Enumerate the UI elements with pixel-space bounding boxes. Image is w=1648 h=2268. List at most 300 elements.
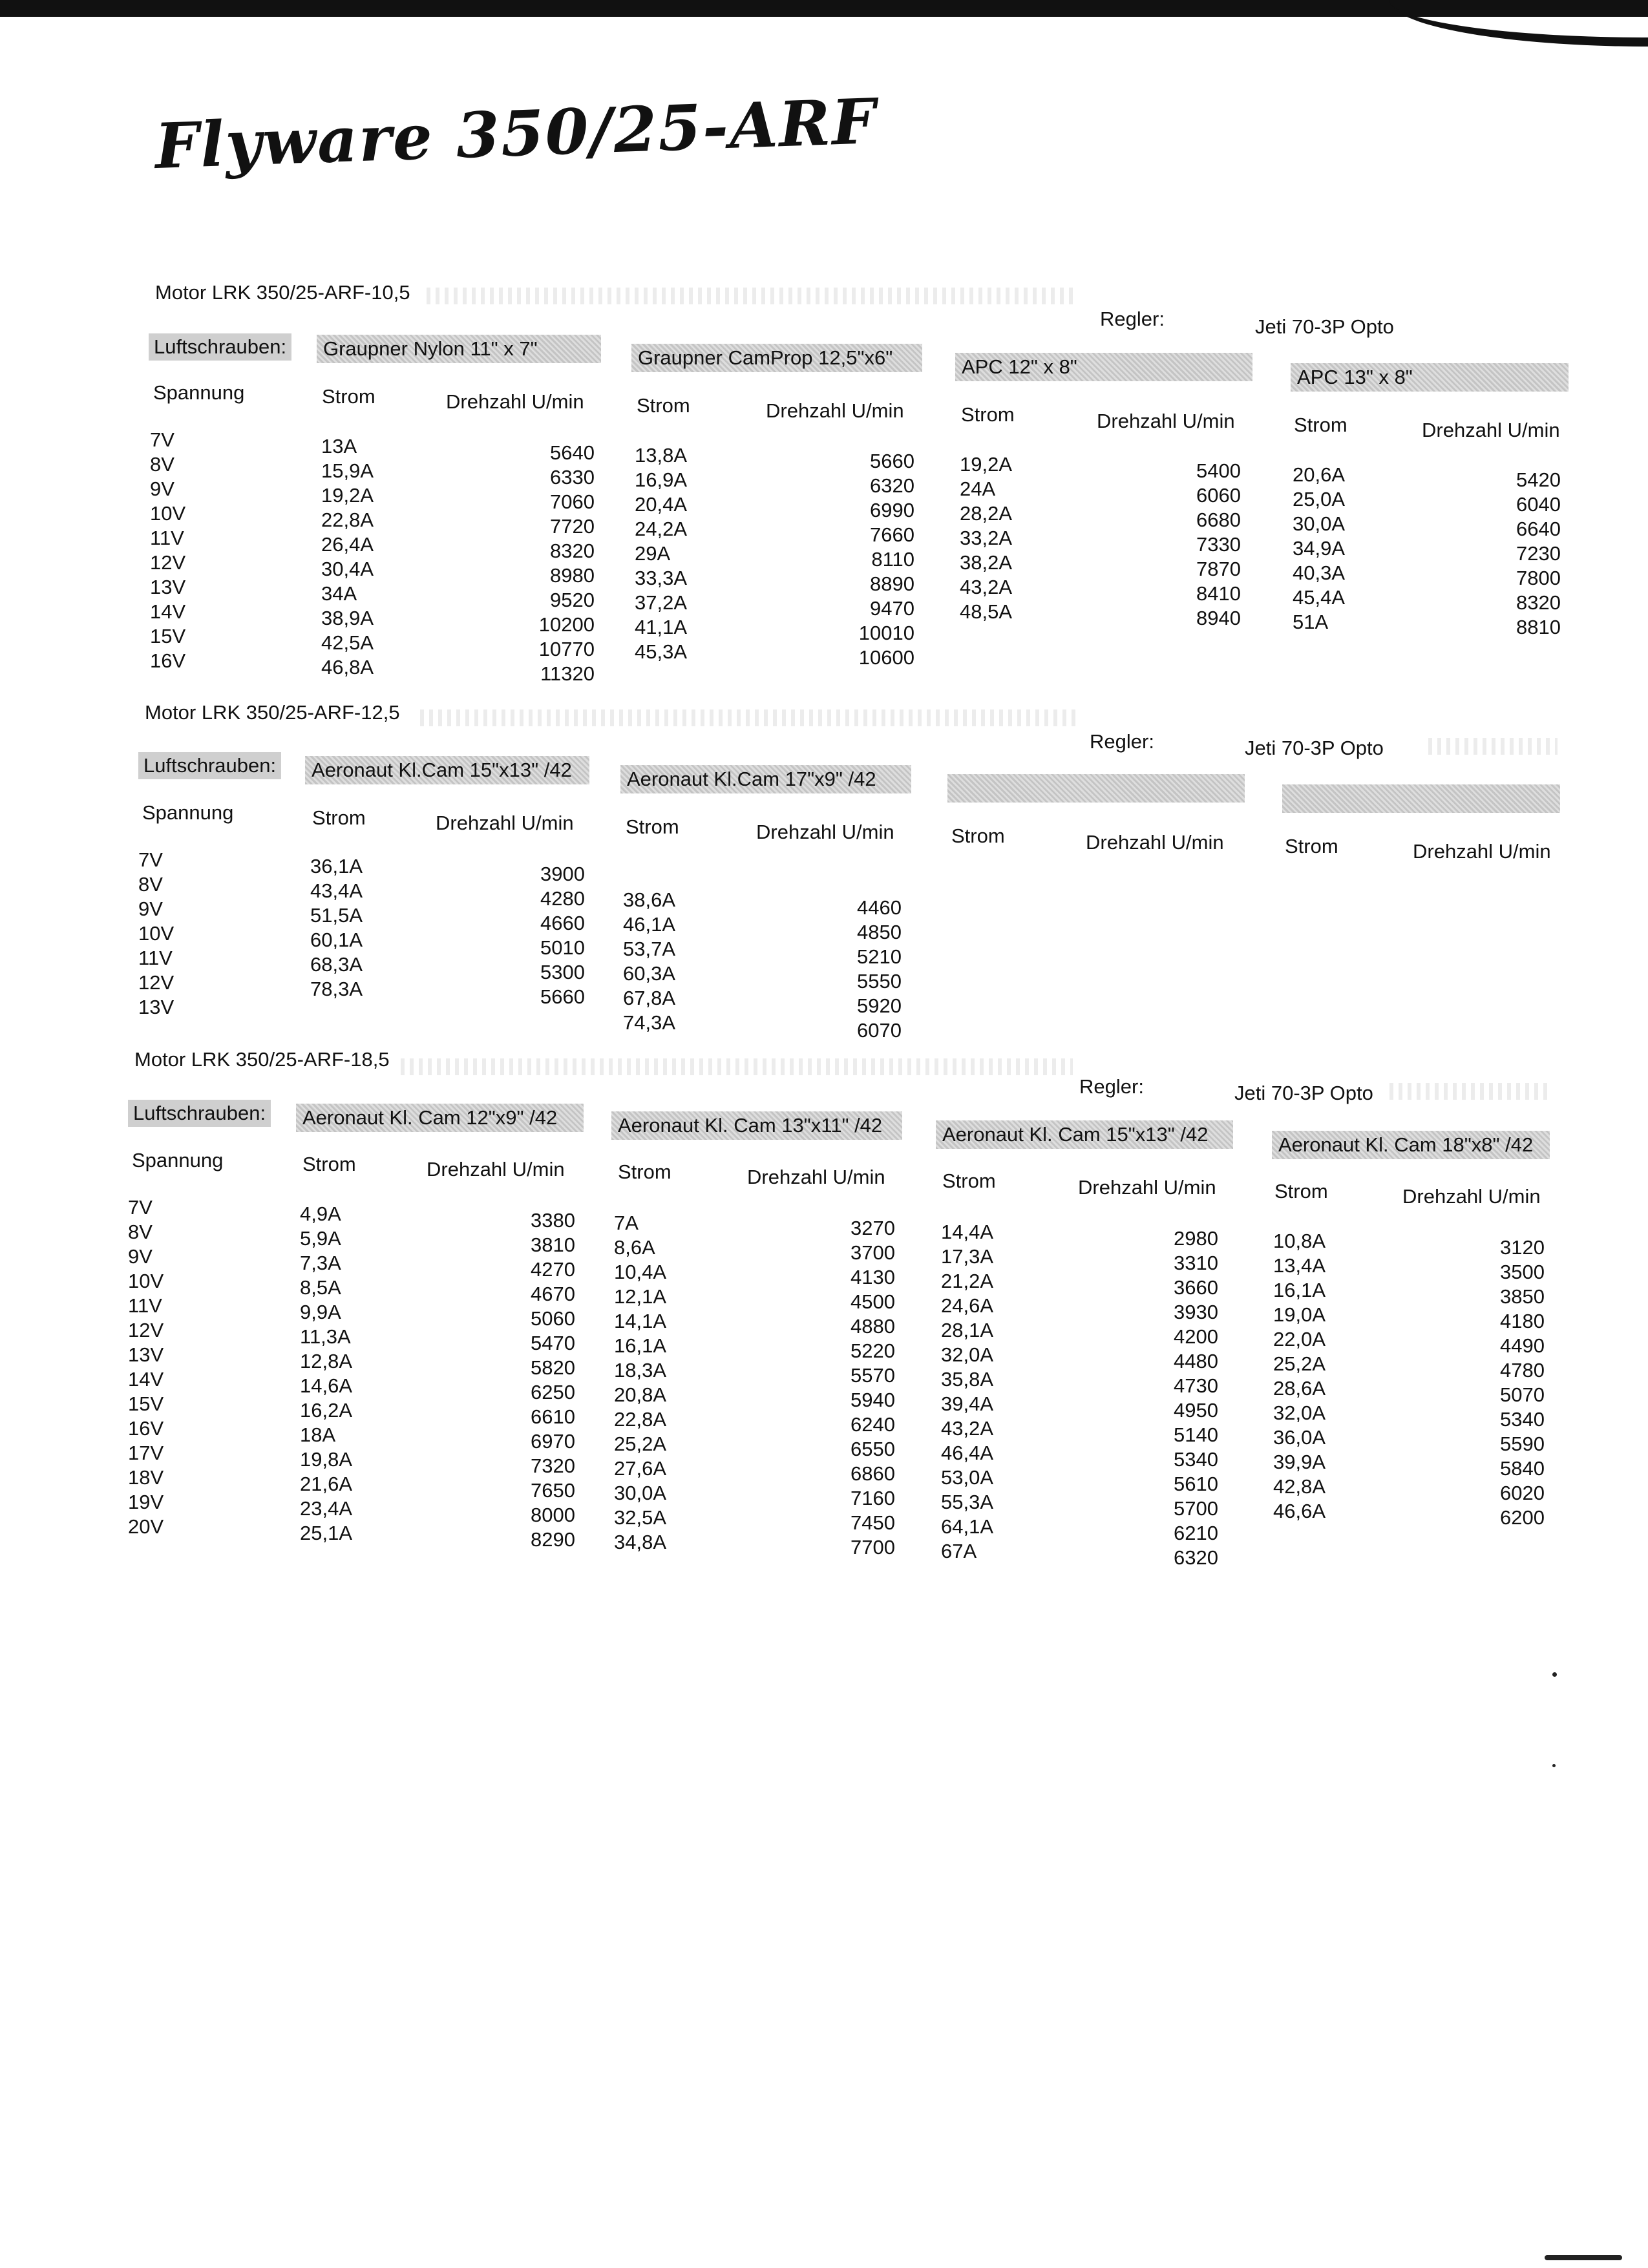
regler-value: Jeti 70-3P Opto (1234, 1082, 1373, 1104)
strom-cell: 23,4A (300, 1497, 353, 1520)
strom-cell: 28,6A (1273, 1377, 1326, 1400)
rpm-cell: 4730 (1174, 1374, 1218, 1397)
strom-cell: 34A (321, 582, 357, 605)
strom-cell: 20,8A (614, 1383, 667, 1406)
strom-cell: 41,1A (635, 616, 688, 638)
rpm-cell: 6320 (870, 474, 914, 497)
strom-column (960, 452, 1012, 624)
rpm-column (1467, 468, 1561, 640)
voltage-cell: 15V (128, 1392, 164, 1415)
strom-cell: 10,4A (614, 1261, 667, 1283)
rpm-cell: 4880 (850, 1315, 895, 1338)
strom-cell: 24A (960, 478, 996, 500)
strom-cell: 32,5A (614, 1506, 667, 1529)
voltage-header: Spannung (153, 381, 245, 404)
strom-cell: 51A (1293, 611, 1329, 633)
motor-name: Motor LRK 350/25-ARF-12,5 (145, 701, 400, 724)
strom-cell: 25,2A (1273, 1352, 1326, 1375)
propeller-header: Graupner Nylon 11" x 7" (317, 335, 601, 363)
voltage-cell: 14V (128, 1368, 164, 1391)
rpm-cell: 5070 (1500, 1383, 1545, 1406)
strom-cell: 24,2A (635, 518, 688, 540)
rpm-cell: 5700 (1174, 1497, 1218, 1520)
rpm-cell: 5010 (540, 936, 585, 959)
propeller-label: Luftschrauben: (138, 752, 281, 779)
voltage-cell: 16V (128, 1417, 164, 1440)
strom-header: Strom (1285, 835, 1338, 857)
rpm-cell: 5660 (870, 450, 914, 472)
regler-value: Jeti 70-3P Opto (1255, 315, 1394, 338)
strom-cell: 14,4A (941, 1221, 994, 1243)
voltage-column (128, 1195, 164, 1539)
rpm-column (801, 1216, 895, 1560)
voltage-cell: 18V (128, 1466, 164, 1489)
strom-cell: 24,6A (941, 1294, 994, 1317)
strom-cell: 26,4A (321, 533, 374, 556)
voltage-cell: 17V (128, 1442, 164, 1464)
rpm-cell: 6320 (1174, 1546, 1218, 1569)
strom-cell: 34,8A (614, 1531, 667, 1553)
rpm-cell: 10010 (858, 622, 914, 644)
strom-cell: 13,8A (635, 444, 688, 467)
rpm-cell: 7650 (531, 1479, 575, 1502)
strom-cell: 5,9A (300, 1227, 341, 1250)
strom-header: Strom (618, 1160, 671, 1183)
rpm-cell: 8810 (1516, 616, 1561, 638)
strom-cell: 64,1A (941, 1515, 994, 1538)
rpm-cell: 8290 (531, 1528, 575, 1551)
strom-header: Strom (951, 824, 1005, 847)
strom-cell: 46,4A (941, 1442, 994, 1464)
rpm-cell: 4460 (857, 896, 902, 919)
scan-edge-curve (1389, 0, 1648, 47)
voltage-column (138, 848, 174, 1020)
scan-noise (1428, 738, 1558, 755)
strom-column (300, 1202, 352, 1546)
rpm-cell: 5400 (1196, 459, 1241, 482)
rpm-cell: 5210 (857, 945, 902, 968)
strom-cell: 53,7A (623, 938, 676, 960)
propeller-header: APC 13" x 8" (1291, 363, 1569, 392)
strom-cell: 19,2A (960, 453, 1013, 476)
strom-cell: 10,8A (1273, 1230, 1326, 1252)
strom-cell: 7A (614, 1212, 639, 1234)
rpm-cell: 3380 (531, 1209, 575, 1232)
rpm-cell: 3850 (1500, 1285, 1545, 1308)
strom-cell: 39,9A (1273, 1451, 1326, 1473)
strom-cell: 14,6A (300, 1374, 353, 1397)
scan-speck (1552, 1764, 1556, 1767)
strom-cell: 38,2A (960, 551, 1013, 574)
strom-cell: 8,6A (614, 1236, 655, 1259)
strom-cell: 15,9A (321, 459, 374, 482)
propeller-header (947, 774, 1245, 803)
strom-cell: 32,0A (941, 1343, 994, 1366)
rpm-cell: 6330 (550, 466, 595, 488)
voltage-cell: 10V (128, 1270, 164, 1292)
strom-cell: 53,0A (941, 1466, 994, 1489)
rpm-column (481, 1208, 575, 1552)
voltage-cell: 7V (128, 1196, 153, 1219)
rpm-header: Drehzahl U/min (1422, 419, 1560, 441)
rpm-column (821, 449, 914, 670)
rpm-cell: 3810 (531, 1234, 575, 1256)
strom-cell: 45,4A (1293, 586, 1346, 609)
propeller-header: Aeronaut Kl.Cam 17"x9" /42 (620, 765, 911, 793)
voltage-cell: 8V (128, 1221, 153, 1243)
strom-cell: 45,3A (635, 640, 688, 663)
rpm-cell: 5140 (1174, 1423, 1218, 1446)
rpm-column (1125, 1226, 1218, 1570)
voltage-cell: 16V (150, 649, 186, 672)
strom-cell: 33,3A (635, 567, 688, 589)
propeller-header (1282, 784, 1560, 813)
rpm-header: Drehzahl U/min (756, 821, 894, 843)
rpm-cell: 3700 (850, 1241, 895, 1264)
rpm-cell: 5640 (550, 441, 595, 464)
strom-cell: 43,2A (941, 1417, 994, 1440)
page-title: Flyware 350/25-ARF (154, 84, 878, 183)
rpm-cell: 4780 (1500, 1359, 1545, 1381)
voltage-cell: 9V (138, 898, 163, 920)
voltage-cell: 7V (150, 428, 174, 451)
strom-cell: 40,3A (1293, 562, 1346, 584)
rpm-cell: 7450 (850, 1511, 895, 1534)
strom-column (623, 888, 675, 1035)
motor-name: Motor LRK 350/25-ARF-10,5 (155, 281, 410, 304)
rpm-cell: 4660 (540, 912, 585, 934)
voltage-cell: 15V (150, 625, 186, 647)
strom-cell: 34,9A (1293, 537, 1346, 560)
scan-noise (420, 709, 1079, 726)
rpm-cell: 5060 (531, 1307, 575, 1330)
rpm-cell: 6200 (1500, 1506, 1545, 1529)
strom-cell: 46,1A (623, 913, 676, 936)
strom-cell: 38,6A (623, 888, 676, 911)
rpm-cell: 4490 (1500, 1334, 1545, 1357)
rpm-cell: 6680 (1196, 509, 1241, 531)
rpm-cell: 7060 (550, 490, 595, 513)
rpm-cell: 7720 (550, 515, 595, 538)
rpm-cell: 10200 (538, 613, 595, 636)
strom-header: Strom (626, 815, 679, 838)
rpm-cell: 8320 (1516, 591, 1561, 614)
rpm-cell: 3900 (540, 863, 585, 885)
regler-label: Regler: (1100, 308, 1165, 330)
rpm-cell: 6020 (1500, 1482, 1545, 1504)
rpm-header: Drehzahl U/min (446, 390, 584, 413)
rpm-cell: 7330 (1196, 533, 1241, 556)
strom-cell: 33,2A (960, 527, 1013, 549)
voltage-cell: 8V (138, 873, 163, 896)
rpm-header: Drehzahl U/min (1086, 831, 1224, 854)
rpm-cell: 4950 (1174, 1399, 1218, 1422)
rpm-cell: 5590 (1500, 1433, 1545, 1455)
rpm-cell: 7320 (531, 1454, 575, 1477)
rpm-cell: 4500 (850, 1290, 895, 1313)
rpm-header: Drehzahl U/min (436, 812, 574, 834)
rpm-cell: 9470 (870, 597, 914, 620)
rpm-header: Drehzahl U/min (1078, 1176, 1216, 1199)
rpm-cell: 6060 (1196, 484, 1241, 507)
rpm-cell: 5660 (540, 985, 585, 1008)
strom-cell: 67,8A (623, 987, 676, 1009)
rpm-cell: 10770 (538, 638, 595, 660)
voltage-cell: 8V (150, 453, 174, 476)
rpm-cell: 2980 (1174, 1227, 1218, 1250)
voltage-cell: 19V (128, 1491, 164, 1513)
strom-cell: 29A (635, 542, 671, 565)
strom-cell: 16,1A (1273, 1279, 1326, 1301)
rpm-cell: 6250 (531, 1381, 575, 1403)
rpm-cell: 8940 (1196, 607, 1241, 629)
rpm-header: Drehzahl U/min (427, 1158, 565, 1181)
strom-cell: 68,3A (310, 953, 363, 976)
strom-cell: 67A (941, 1540, 977, 1562)
rpm-cell: 3660 (1174, 1276, 1218, 1299)
rpm-cell: 6610 (531, 1405, 575, 1428)
strom-column (614, 1211, 666, 1555)
rpm-header: Drehzahl U/min (1097, 410, 1235, 432)
rpm-cell: 3500 (1500, 1261, 1545, 1283)
rpm-header: Drehzahl U/min (1402, 1185, 1541, 1208)
rpm-cell: 6970 (531, 1430, 575, 1453)
strom-cell: 19,8A (300, 1448, 353, 1471)
strom-column (310, 854, 363, 1002)
strom-cell: 20,4A (635, 493, 688, 516)
strom-column (941, 1220, 993, 1564)
rpm-cell: 5340 (1174, 1448, 1218, 1471)
voltage-cell: 14V (150, 600, 186, 623)
propeller-header: Aeronaut Kl. Cam 15"x13" /42 (936, 1120, 1233, 1149)
voltage-header: Spannung (132, 1149, 224, 1171)
strom-cell: 28,2A (960, 502, 1013, 525)
strom-cell: 37,2A (635, 591, 688, 614)
strom-header: Strom (322, 385, 375, 408)
strom-column (1293, 463, 1345, 635)
strom-header: Strom (961, 403, 1015, 426)
strom-cell: 48,5A (960, 600, 1013, 623)
rpm-cell: 9520 (550, 589, 595, 611)
strom-cell: 32,0A (1273, 1402, 1326, 1424)
rpm-cell: 8110 (871, 548, 914, 571)
rpm-cell: 4480 (1174, 1350, 1218, 1372)
strom-cell: 19,0A (1273, 1303, 1326, 1326)
rpm-column (504, 441, 595, 686)
strom-cell: 60,1A (310, 929, 363, 951)
strom-cell: 25,2A (614, 1433, 667, 1455)
voltage-cell: 13V (128, 1343, 164, 1366)
rpm-cell: 8000 (531, 1504, 575, 1526)
rpm-column (1451, 1235, 1545, 1530)
voltage-cell: 10V (138, 922, 174, 945)
rpm-cell: 4200 (1174, 1325, 1218, 1348)
strom-cell: 20,6A (1293, 463, 1346, 486)
strom-cell: 28,1A (941, 1319, 994, 1341)
voltage-cell: 10V (150, 502, 186, 525)
strom-cell: 9,9A (300, 1301, 341, 1323)
voltage-header: Spannung (142, 801, 234, 824)
voltage-cell: 9V (128, 1245, 153, 1268)
strom-cell: 4,9A (300, 1202, 341, 1225)
rpm-cell: 6070 (857, 1019, 902, 1042)
rpm-cell: 4280 (540, 887, 585, 910)
strom-cell: 16,2A (300, 1399, 353, 1422)
rpm-cell: 5550 (857, 970, 902, 992)
rpm-cell: 3930 (1174, 1301, 1218, 1323)
rpm-cell: 8980 (550, 564, 595, 587)
rpm-cell: 5300 (540, 961, 585, 983)
strom-cell: 35,8A (941, 1368, 994, 1391)
propeller-label: Luftschrauben: (128, 1100, 271, 1127)
rpm-cell: 5220 (850, 1339, 895, 1362)
rpm-column (1150, 459, 1241, 631)
strom-cell: 22,0A (1273, 1328, 1326, 1350)
rpm-cell: 5610 (1174, 1473, 1218, 1495)
strom-cell: 25,0A (1293, 488, 1346, 510)
strom-cell: 78,3A (310, 978, 363, 1000)
strom-cell: 51,5A (310, 904, 363, 927)
strom-cell: 11,3A (300, 1325, 351, 1348)
strom-cell: 36,0A (1273, 1426, 1326, 1449)
voltage-cell: 20V (128, 1515, 164, 1538)
rpm-header: Drehzahl U/min (747, 1166, 885, 1188)
voltage-cell: 9V (150, 478, 174, 500)
propeller-header: Aeronaut Kl. Cam 18"x8" /42 (1272, 1131, 1550, 1159)
rpm-cell: 6040 (1516, 493, 1561, 516)
scan-noise (1389, 1083, 1551, 1100)
voltage-cell: 7V (138, 848, 163, 871)
strom-cell: 42,5A (321, 631, 374, 654)
strom-cell: 43,2A (960, 576, 1013, 598)
voltage-cell: 13V (150, 576, 186, 598)
voltage-cell: 12V (128, 1319, 164, 1341)
strom-cell: 60,3A (623, 962, 676, 985)
strom-cell: 17,3A (941, 1245, 994, 1268)
rpm-header: Drehzahl U/min (1413, 840, 1551, 863)
rpm-cell: 5420 (1516, 468, 1561, 491)
rpm-cell: 7700 (850, 1536, 895, 1559)
rpm-cell: 3120 (1500, 1236, 1545, 1259)
strom-cell: 30,4A (321, 558, 374, 580)
rpm-cell: 7870 (1196, 558, 1241, 580)
regler-label: Regler: (1090, 730, 1154, 753)
rpm-cell: 8410 (1196, 582, 1241, 605)
rpm-column (808, 896, 902, 1043)
propeller-header: Graupner CamProp 12,5"x6" (631, 344, 922, 372)
strom-cell: 13,4A (1273, 1254, 1326, 1277)
strom-column (321, 434, 374, 680)
motor-name: Motor LRK 350/25-ARF-18,5 (134, 1048, 390, 1071)
propeller-header: Aeronaut Kl.Cam 15"x13" /42 (305, 756, 589, 784)
rpm-cell: 5470 (531, 1332, 575, 1354)
strom-cell: 30,0A (614, 1482, 667, 1504)
strom-cell: 27,6A (614, 1457, 667, 1480)
strom-cell: 8,5A (300, 1276, 341, 1299)
strom-cell: 36,1A (310, 855, 363, 877)
rpm-cell: 6210 (1174, 1522, 1218, 1544)
strom-cell: 22,8A (321, 509, 374, 531)
rpm-cell: 10600 (858, 646, 914, 669)
voltage-column (150, 428, 185, 673)
rpm-cell: 6640 (1516, 518, 1561, 540)
strom-cell: 12,8A (300, 1350, 353, 1372)
rpm-cell: 7160 (850, 1487, 895, 1509)
rpm-cell: 6990 (870, 499, 914, 521)
strom-cell: 22,8A (614, 1408, 667, 1431)
strom-cell: 25,1A (300, 1522, 353, 1544)
strom-cell: 46,6A (1273, 1500, 1326, 1522)
propeller-header: APC 12" x 8" (955, 353, 1252, 381)
voltage-cell: 12V (150, 551, 186, 574)
rpm-cell: 5940 (850, 1389, 895, 1411)
strom-cell: 12,1A (614, 1285, 667, 1308)
voltage-cell: 12V (138, 971, 174, 994)
scan-speck (1552, 1672, 1557, 1677)
strom-cell: 21,6A (300, 1473, 353, 1495)
rpm-cell: 4670 (531, 1283, 575, 1305)
rpm-cell: 5570 (850, 1364, 895, 1387)
voltage-cell: 13V (138, 996, 174, 1018)
rpm-cell: 6240 (850, 1413, 895, 1436)
strom-cell: 18,3A (614, 1359, 667, 1381)
rpm-cell: 4850 (857, 921, 902, 943)
voltage-cell: 11V (138, 947, 173, 969)
strom-header: Strom (1294, 414, 1347, 436)
rpm-cell: 4180 (1500, 1310, 1545, 1332)
rpm-cell: 4270 (531, 1258, 575, 1281)
strom-header: Strom (942, 1170, 996, 1192)
voltage-cell: 11V (150, 527, 184, 549)
rpm-cell: 3270 (850, 1217, 895, 1239)
strom-cell: 21,2A (941, 1270, 994, 1292)
regler-label: Regler: (1079, 1075, 1144, 1098)
strom-cell: 55,3A (941, 1491, 994, 1513)
rpm-cell: 5820 (531, 1356, 575, 1379)
rpm-cell: 7800 (1516, 567, 1561, 589)
rpm-cell: 3310 (1174, 1252, 1218, 1274)
scan-bottom-mark (1545, 2255, 1622, 2260)
propeller-label: Luftschrauben: (149, 333, 291, 361)
strom-header: Strom (312, 806, 366, 829)
scan-noise (401, 1058, 1073, 1075)
strom-cell: 14,1A (614, 1310, 667, 1332)
strom-cell: 16,9A (635, 468, 688, 491)
strom-cell: 38,9A (321, 607, 374, 629)
strom-cell: 39,4A (941, 1392, 994, 1415)
strom-column (1273, 1229, 1326, 1524)
rpm-cell: 6860 (850, 1462, 895, 1485)
rpm-column (491, 862, 585, 1009)
rpm-cell: 11320 (540, 662, 595, 685)
rpm-cell: 8320 (550, 540, 595, 562)
strom-cell: 18A (300, 1423, 336, 1446)
strom-cell: 42,8A (1273, 1475, 1326, 1498)
rpm-cell: 7660 (870, 523, 914, 546)
scan-noise (427, 288, 1073, 304)
strom-column (635, 443, 687, 664)
voltage-cell: 11V (128, 1294, 162, 1317)
strom-cell: 46,8A (321, 656, 374, 678)
rpm-cell: 6550 (850, 1438, 895, 1460)
rpm-header: Drehzahl U/min (766, 399, 904, 422)
strom-cell: 74,3A (623, 1011, 676, 1034)
strom-cell: 16,1A (614, 1334, 667, 1357)
strom-cell: 13A (321, 435, 357, 457)
strom-cell: 7,3A (300, 1252, 341, 1274)
rpm-cell: 5840 (1500, 1457, 1545, 1480)
propeller-header: Aeronaut Kl. Cam 13"x11" /42 (611, 1111, 902, 1140)
